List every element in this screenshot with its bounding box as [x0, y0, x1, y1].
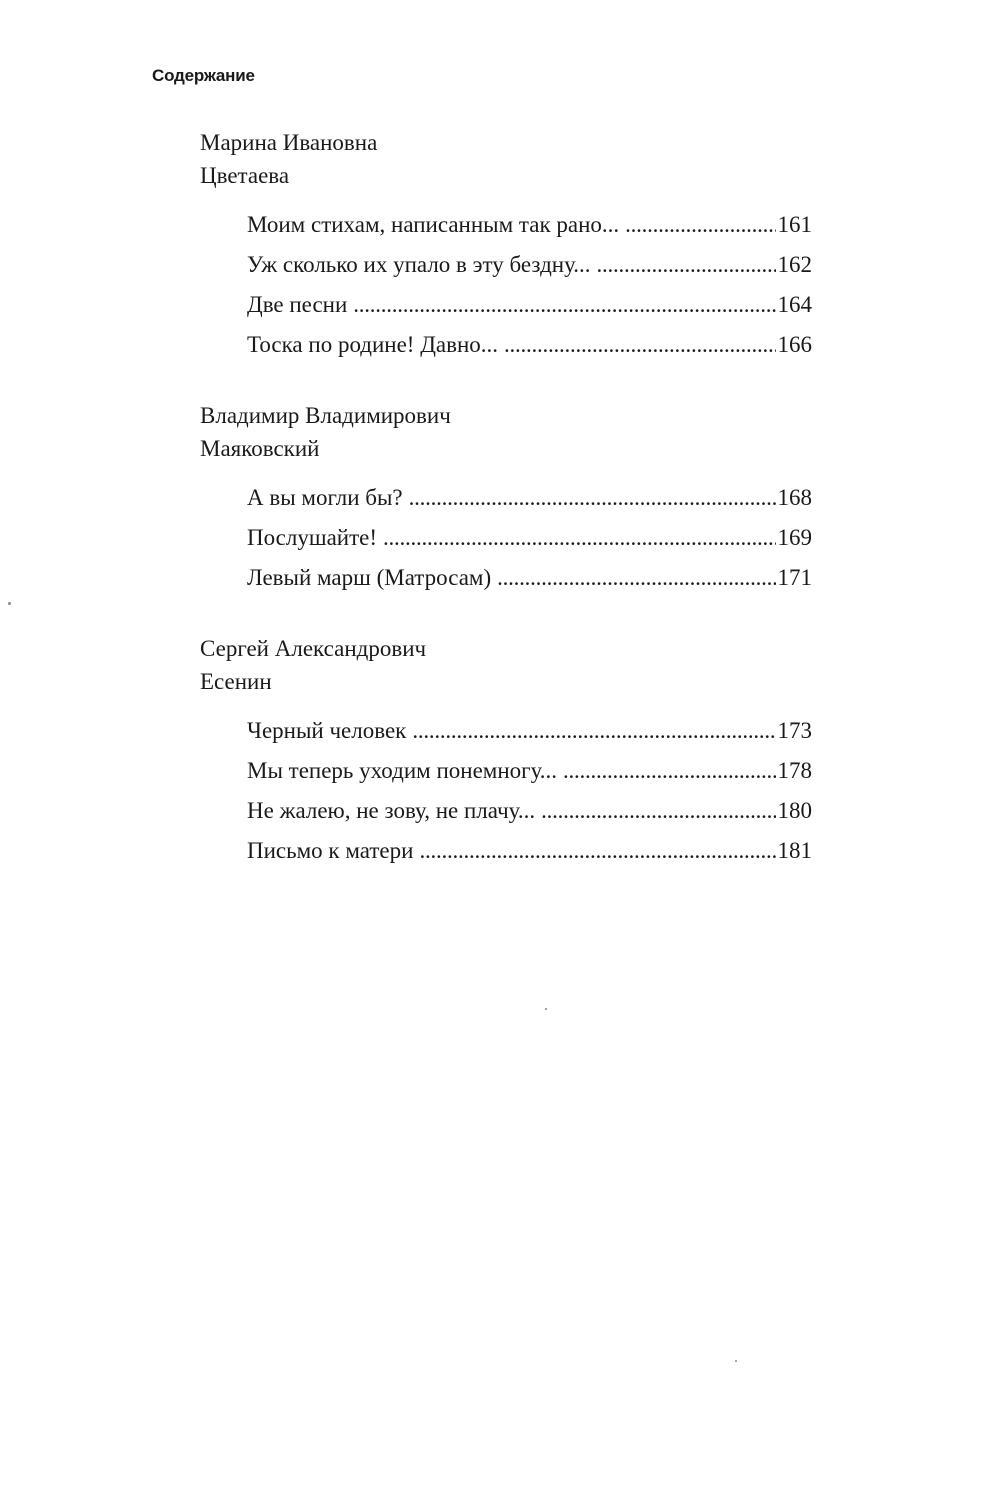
toc-entry-title: Две песни: [247, 292, 348, 317]
toc-entry[interactable]: [200, 518, 812, 558]
toc-entry-page: 161: [777, 212, 812, 237]
author-last-name: Маяковский: [200, 436, 320, 461]
toc-entry-title: Моим стихам, написанным так рано...: [247, 212, 620, 237]
dot-leader: [409, 478, 776, 518]
toc-entry-title: Тоска по родине! Давно...: [247, 332, 499, 357]
toc-entry[interactable]: [200, 558, 812, 598]
dot-leader: [504, 325, 775, 365]
table-of-contents: [200, 126, 812, 905]
dot-leader: [419, 831, 775, 871]
works-list: [200, 478, 812, 598]
toc-section-yesenin: [200, 632, 812, 871]
toc-entry[interactable]: [200, 791, 812, 831]
dot-leader: [383, 518, 775, 558]
scan-speck: [735, 1360, 737, 1362]
toc-entry-title: Левый марш (Матросам): [247, 565, 492, 590]
toc-entry-title: Уж сколько их упало в эту бездну...: [247, 252, 591, 277]
toc-entry-title: Не жалею, не зову, не плачу...: [247, 798, 536, 823]
scan-speck: [8, 602, 11, 605]
running-head-title: Содержание: [152, 66, 255, 85]
toc-entry-page: 171: [777, 565, 812, 590]
toc-entry-page: 168: [777, 485, 812, 510]
toc-entry[interactable]: [200, 325, 812, 365]
author-first-name: Марина Ивановна: [200, 130, 378, 155]
toc-entry[interactable]: [200, 711, 812, 751]
toc-entry-page: 169: [777, 525, 812, 550]
toc-entry[interactable]: [200, 831, 812, 871]
author-first-name: Сергей Александрович: [200, 636, 427, 661]
toc-entry[interactable]: [200, 245, 812, 285]
toc-entry-page: 181: [777, 838, 812, 863]
toc-entry-title: Мы теперь уходим понемногу...: [247, 758, 558, 783]
toc-entry-page: 178: [777, 758, 812, 783]
author-last-name: Есенин: [200, 669, 272, 694]
scan-speck: [545, 1008, 547, 1010]
dot-leader: [597, 245, 776, 285]
toc-entry-title: Письмо к матери: [247, 838, 414, 863]
toc-entry-title: Послушайте!: [247, 525, 378, 550]
dot-leader: [497, 558, 775, 598]
toc-entry-page: 173: [777, 718, 812, 743]
toc-entry-page: 180: [777, 798, 812, 823]
toc-section-tsvetaeva: [200, 126, 812, 365]
author-first-name: Владимир Владимирович: [200, 403, 451, 428]
toc-entry[interactable]: [200, 478, 812, 518]
toc-entry-page: 164: [777, 292, 812, 317]
toc-section-mayakovsky: [200, 399, 812, 598]
toc-entry-title: Черный человек: [247, 718, 407, 743]
dot-leader: [541, 791, 775, 831]
works-list: [200, 205, 812, 365]
toc-entry-page: 166: [777, 332, 812, 357]
works-list: [200, 711, 812, 871]
author-last-name: Цветаева: [200, 163, 290, 188]
toc-entry[interactable]: [200, 285, 812, 325]
dot-leader: [353, 285, 775, 325]
dot-leader: [412, 711, 775, 751]
dot-leader: [563, 751, 775, 791]
toc-entry-title: А вы могли бы?: [247, 485, 403, 510]
toc-entry-page: 162: [777, 252, 812, 277]
toc-entry[interactable]: [200, 751, 812, 791]
dot-leader: [625, 205, 775, 245]
toc-entry[interactable]: [200, 205, 812, 245]
